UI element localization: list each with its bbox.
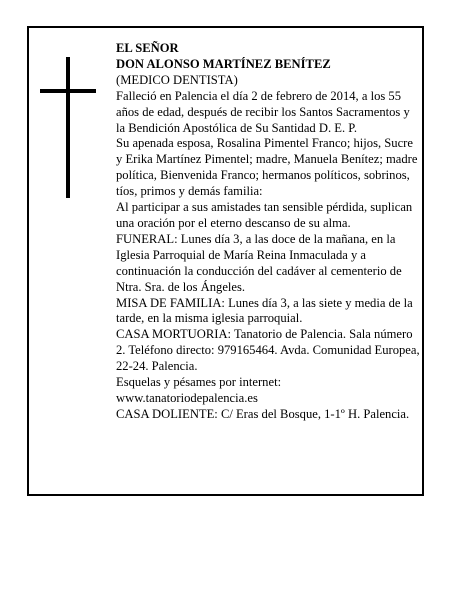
heading-title: EL SEÑOR [116,41,179,55]
paragraph-internet: Esquelas y pésames por internet: www.tanatoriodepalencia.es [116,375,282,405]
paragraph-funeral-home: CASA MORTUORIA: Tanatorio de Palencia. Sala número 2. Teléfono directo: 979165464. Avda. Comunidad Europea, 22-24. Palencia. [116,327,420,374]
notice-text [116,41,421,423]
paragraph-family-mass: MISA DE FAMILIA: Lunes día 3, a las siete y media de la tarde, en la misma iglesia parroquial. [116,295,413,326]
paragraph-death: Falleció en Palencia el día 2 de febrero de 2014, a los 55 años de edad, después de recibir los Santos Sacramentos y la Bendición Apostólica de Su Santidad D. E. P. [116,88,410,135]
obituary-notice [27,26,424,496]
deceased-name: DON ALONSO MARTÍNEZ BENÍTEZ [116,56,331,71]
cross-horizontal-bar [40,89,96,93]
cross-icon [40,57,96,198]
paragraph-prayer: Al participar a sus amistades tan sensible pérdida, suplican una oración por el eterno descanso de su alma. [116,200,413,230]
paragraph-family: Su apenada esposa, Rosalina Pimentel Franco; hijos, Sucre y Erika Martínez Pimentel; madre, Manuela Benítez; madre política, Bienvenida Franco; hermanos políticos, sobrinos, tíos, primos y demás familia: [116,136,418,199]
paragraph-family-home: CASA DOLIENTE: C/ Eras del Bosque, 1-1º H. Palencia. [116,406,410,421]
cross-vertical-bar [66,57,70,198]
paragraph-funeral: FUNERAL: Lunes día 3, a las doce de la mañana, en la Iglesia Parroquial de María Reina Inmaculada y a continuación la conducción del cadáver al cementerio de Ntra. Sra. de los Ángeles. [116,231,402,294]
deceased-profession: (MEDICO DENTISTA) [116,72,238,87]
